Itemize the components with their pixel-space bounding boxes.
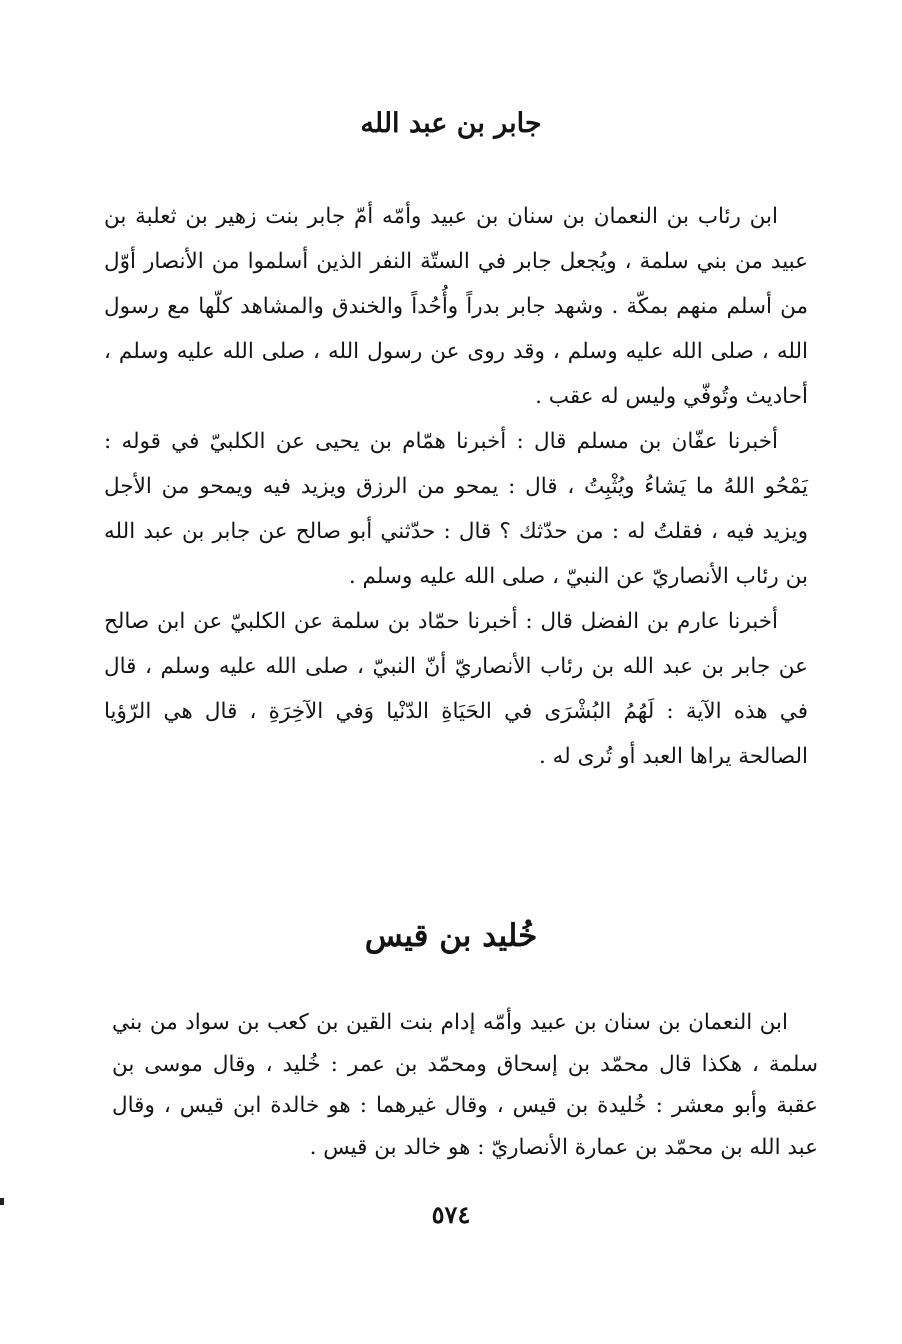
scan-artifact	[0, 1198, 4, 1205]
paragraph: ابن رئاب بن النعمان بن سنان بن عبيد وأمّه أمّ جابر بنت زهير بن ثعلبة بن عبيد من بني سلمة ، ويُجعل جابر في الستّة النفر الذين أسلموا من الأنصار أوّل من أسلم منهم بمكّة . وشهد جابر بدراً وأُحُداً والخندق والمشاهد كلّها مع رسول الله ، صلى الله عليه وسلم ، وقد روى عن رسول الله ، صلى الله عليه وسلم ، أحاديث وتُوفّي وليس له عقب .	[104, 204, 808, 409]
section-title-jabir: جابر بن عبد الله	[360, 108, 542, 139]
paragraph: ابن النعمان بن سنان بن عبيد وأمّه إدام بنت القين بن كعب بن سواد من بني سلمة ، هكذا قال محمّد بن إسحاق ومحمّد بن عمر : خُليد ، وقال موسى بن عقبة وأبو معشر : خُليدة بن قيس ، وقال غيرهما : هو خالدة ابن قيس ، وقال عبد الله بن محمّد بن عمارة الأنصاريّ : هو خالد بن قيس .	[112, 1010, 818, 1160]
paragraph: أخبرنا عفّان بن مسلم قال : أخبرنا همّام بن يحيى عن الكلبيّ في قوله : يَمْحُو اللهُ ما يَشاءُ ويُثْبِتُ ، قال : يمحو من الرزق ويزيد فيه ويمحو من الأجل ويزيد فيه ، فقلتُ له : من حدّثك ؟ قال : حدّثني أبو صالح عن جابر بن عبد الله بن رئاب الأنصاريّ عن النبيّ ، صلى الله عليه وسلم .	[104, 429, 808, 589]
paragraph: أخبرنا عارم بن الفضل قال : أخبرنا حمّاد بن سلمة عن الكلبيّ عن ابن صالح عن جابر بن عبد الله بن رئاب الأنصاريّ أنّ النبيّ ، صلى الله عليه وسلم ، قال في هذه الآية : لَهُمُ البُشْرَى في الحَيَاةِ الدّنْيا وَفي الآخِرَةِ ، قال هي الرّؤيا الصالحة يراها العبد أو تُرى له .	[104, 609, 808, 769]
page-number: ٥٧٤	[431, 1200, 471, 1229]
section-title-khulayd: خُليد بن قيس	[364, 918, 538, 954]
section-khulayd	[112, 1002, 818, 1168]
section-jabir	[104, 194, 808, 779]
